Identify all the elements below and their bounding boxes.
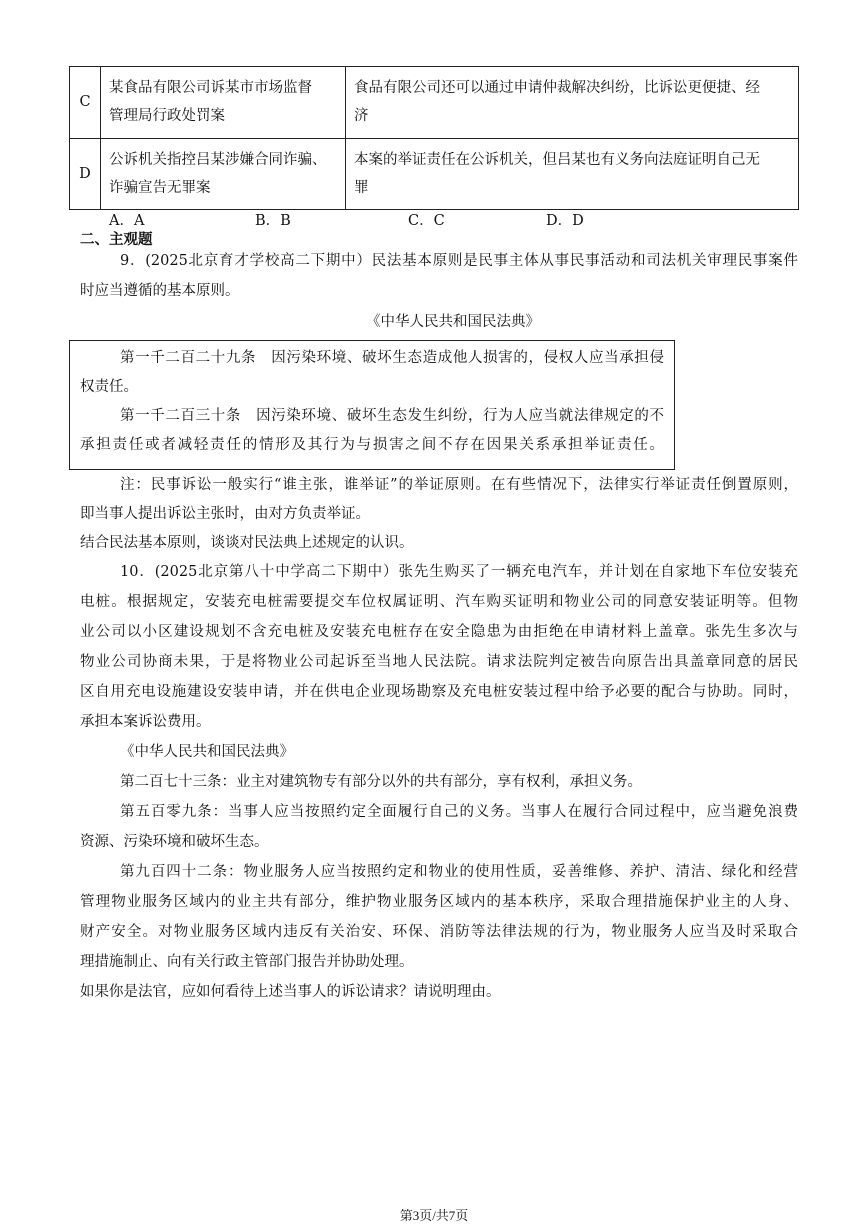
table-row [70, 138, 799, 210]
article-509-line: 资源、污染环境和破坏生态。 [80, 834, 269, 850]
article-942-line: 第九百四十二条：物业服务人应当按照约定和物业的使用性质，妥善维修、养护、清洁、绿化和经营 [120, 864, 798, 880]
option-letter: D [70, 138, 101, 210]
law-title: 《中华人民共和国民法典》 [366, 314, 540, 330]
analysis-text-line: 本案的举证责任在公诉机关，但吕某也有义务向法庭证明自己无 [354, 151, 760, 168]
section-title: 二、主观题 [80, 232, 153, 248]
q9-text-line: 时应当遵循的基本原则。 [80, 283, 240, 299]
choice-d: D．D [546, 213, 584, 229]
case-text-line: 诈骗宣告无罪案 [109, 179, 211, 196]
article-942-line: 理措施制止、向有关行政主管部门报告并协助处理。 [80, 954, 414, 970]
q10-text-line: 电桩。根据规定，安装充电桩需要提交车位权属证明、汽车购买证明和物业公司的同意安装证明等。但物 [80, 594, 798, 610]
case-cell [101, 138, 346, 210]
article-273: 第二百七十三条：业主对建筑物专有部分以外的共有部分，享有权利，承担义务。 [120, 774, 642, 790]
q10-text-line: 物业公司协商未果，于是将物业公司起诉至当地人民法院。请求法院判定被告向原告出具盖章同意的居民 [80, 654, 798, 670]
analysis-text-line: 济 [354, 108, 369, 125]
page-number: 第3页/共7页 [399, 1208, 469, 1223]
analysis-cell [346, 67, 799, 139]
law-excerpt-line: 第一千二百三十条 因污染环境、破坏生态发生纠纷，行为人应当就法律规定的不 [120, 408, 664, 424]
q10-text-line: 业公司以小区建设规划不含充电桩及安装充电桩存在安全隐患为由拒绝在申请材料上盖章。张先生多次与 [80, 624, 798, 640]
case-text-line: 某食品有限公司诉某市市场监督 [109, 80, 312, 97]
article-942-line: 财产安全。对物业服务区域内违反有关治安、环保、消防等法律法规的行为，物业服务人应当及时采取合 [80, 924, 798, 940]
q9-note-line: 注：民事诉讼一般实行“谁主张，谁举证”的举证原则。在有些情况下，法律实行举证责任倒置原则， [120, 477, 798, 493]
choice-a: A．A [109, 213, 145, 229]
case-text-line: 公诉机关指控吕某涉嫌合同诈骗、 [109, 151, 327, 168]
analysis-text-line: 食品有限公司还可以通过申请仲裁解决纠纷，比诉讼更便捷、经 [354, 80, 760, 97]
choice-b: B．B [255, 213, 291, 229]
law-title: 《中华人民共和国民法典》 [120, 744, 294, 760]
q9-note-line: 即当事人提出诉讼主张时，由对方负责举证。 [80, 506, 370, 522]
choice-c: C．C [408, 213, 445, 229]
article-509-line: 第五百零九条：当事人应当按照约定全面履行自己的义务。当事人在履行合同过程中，应当避免浪费 [120, 804, 798, 820]
q9-text-line: 9．(2025北京育才学校高二下期中）民法基本原则是民事主体从事民事活动和司法机关审理民事案件 [120, 253, 798, 269]
option-letter: C [70, 67, 101, 139]
law-excerpt-line: 承担责任或者减轻责任的情形及其行为与损害之间不存在因果关系承担举证责任。 [80, 437, 664, 453]
q10-text-line: 承担本案诉讼费用。 [80, 714, 211, 730]
q10-question: 如果你是法官，应如何看待上述当事人的诉讼请求？请说明理由。 [80, 984, 501, 1000]
article-942-line: 管理物业服务区域内的业主共有部分，维护物业服务区域内的基本秩序，采取合理措施保护业主的人身、 [80, 894, 798, 910]
q10-text-line: 10．(2025北京第八十中学高二下期中）张先生购买了一辆充电汽车，并计划在自家地下车位安装充 [120, 564, 798, 580]
case-cell [101, 67, 346, 139]
table-row [70, 67, 799, 139]
options-table [69, 66, 799, 210]
q9-question: 结合民法基本原则，谈谈对民法典上述规定的认识。 [80, 535, 414, 551]
law-excerpt-line: 第一千二百二十九条 因污染环境、破坏生态造成他人损害的，侵权人应当承担侵 [120, 350, 664, 366]
analysis-cell [346, 138, 799, 210]
law-excerpt-line: 权责任。 [80, 379, 138, 395]
analysis-text-line: 罪 [354, 179, 369, 196]
q10-text-line: 区自用充电设施建设安装申请，并在供电企业现场勘察及充电桩安装过程中给予必要的配合与协助。同时， [80, 684, 798, 700]
case-text-line: 管理局行政处罚案 [109, 108, 225, 125]
